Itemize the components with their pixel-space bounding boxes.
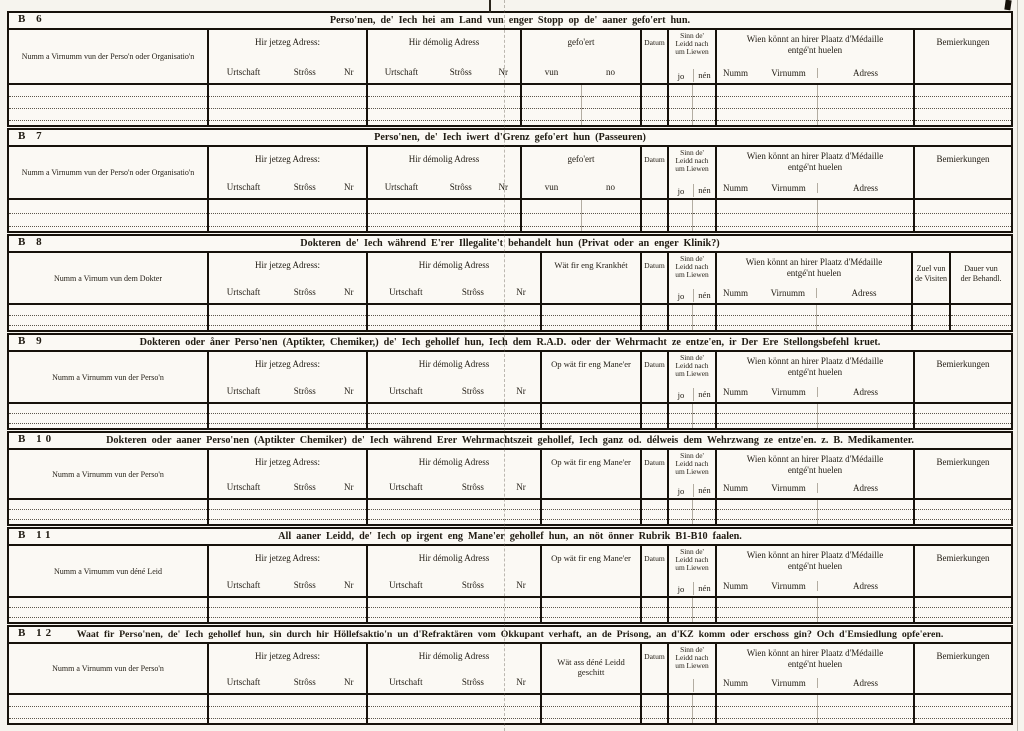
section-b6 xyxy=(7,11,1013,127)
section-title: Perso'nen, de' Iech iwert d'Grenz gefo'ert hun (Passeuren) xyxy=(374,132,646,143)
section-number: B 10 xyxy=(18,433,56,445)
subcol-adress: Adress xyxy=(852,68,878,78)
section-b11-title-bar xyxy=(9,529,1011,546)
section-number: B 7 xyxy=(18,130,46,142)
section-b11-header xyxy=(9,546,1011,598)
subcol-nr: Nr xyxy=(498,67,509,77)
col-header-remarks: Bemierkungen xyxy=(936,359,990,369)
subcol-stross: Strôss xyxy=(293,67,316,77)
col-header-current-address: Hir jetzeg Adress: Urtschaft Strôss Nr xyxy=(209,147,368,198)
col-header-datum: Datum xyxy=(642,352,669,402)
col-header-remarks: Bemierkungen xyxy=(936,553,990,563)
col-header-what-happened: Wät ass déné Leidd geschitt xyxy=(542,644,642,693)
section-b8-title-bar xyxy=(9,236,1011,253)
subcol-vun: vun xyxy=(544,67,559,77)
subcol-virnumm: Virnumm xyxy=(760,68,818,78)
col-header-name: Numm a Virnumm vun der Perso'n xyxy=(9,450,209,498)
col-header-datum: Datum xyxy=(642,546,669,596)
col-header-still-alive: Sinn de' Leidd nach um Liewen xyxy=(669,644,717,693)
col-header-current-address: Hir jetzeg Adress: Urtschaft Strôss Nr xyxy=(209,644,368,693)
col-header-still-alive: Sinn de' Leidd nach um Liewen jo nén xyxy=(669,450,717,498)
section-number: B 8 xyxy=(18,236,46,248)
section-b12-entry-rows xyxy=(9,695,1011,723)
section-b12 xyxy=(7,625,1013,725)
section-number: B 12 xyxy=(18,627,56,639)
section-b9-header xyxy=(9,352,1011,404)
col-header-medal-recipient: Wien könnt an hirer Plaatz d'Médaille entgé'nt huelen Numm Virnumm Adress xyxy=(717,546,915,596)
col-header-gefoert: gefo'ert vun no xyxy=(522,147,642,198)
subcol-stross: Strôss xyxy=(449,67,472,77)
col-header-manner: Op wät fir eng Mane'er xyxy=(542,546,642,596)
subcol-jo: jo xyxy=(677,70,685,81)
entry-line xyxy=(9,85,207,97)
section-b7-entry-rows xyxy=(9,200,1011,231)
section-title: Dokteren de' Iech während E'rer Illegalite't behandelt hun (Privat oder an enger Klinik?) xyxy=(300,238,720,249)
col-header-former-address: Hir démolig Adress Urtschaft Strôss Nr xyxy=(368,352,542,402)
section-b12-header xyxy=(9,644,1011,695)
section-number: B 6 xyxy=(18,13,46,25)
section-title: Perso'nen, de' Iech hei am Land vun enger Stopp op de' aaner gefo'ert hun. xyxy=(329,15,691,26)
col-header-current-address: Hir jetzeg Adress: Urtschaft Strôss Nr xyxy=(209,30,368,83)
section-b9-entry-rows xyxy=(9,404,1011,428)
col-header-visit-count: Zuel vun de Visiten xyxy=(913,253,951,303)
col-header-remarks: Bemierkungen xyxy=(936,457,990,467)
section-b8 xyxy=(7,234,1013,332)
col-header-remarks: Bemierkungen xyxy=(936,37,990,47)
col-header-former-address: Hir démolig Adress Urtschaft Strôss Nr xyxy=(368,147,522,198)
ink-blot-artifact xyxy=(1004,0,1011,10)
col-header-datum: Datum xyxy=(642,644,669,693)
subcol-nr: Nr xyxy=(343,67,354,77)
col-header-still-alive: Sinn de' Leidd nach um Liewen jo nén xyxy=(669,546,717,596)
col-header-medal-recipient: Wien könnt an hirer Plaatz d'Médaille entgé'nt huelen Numm Virnumm Adress xyxy=(717,253,913,303)
section-title: Dokteren oder åner Perso'nen (Aptikter, Chemiker,) de' Iech gehollef hun, Iech dem R.A.D. oder der Wehrmacht ze entze'en, ir Der Ere Stellongsbefehl kruet. xyxy=(139,337,881,348)
col-header-former-address: Hir démolig Adress Urtschaft Strôss Nr xyxy=(368,546,542,596)
col-header-name: Numm a Virnumm vun der Perso'n xyxy=(9,644,209,693)
entry-line xyxy=(9,109,207,121)
col-header-still-alive: Sinn de' Leidd nach um Liewen jo nén xyxy=(669,253,717,303)
col-header-manner: Op wät fir eng Mane'er xyxy=(542,352,642,402)
section-b12-title-bar xyxy=(9,627,1011,644)
col-header-still-alive: Sinn de' Leidd nach um Liewen jo nén xyxy=(669,30,717,83)
col-header-still-alive: Sinn de' Leidd nach um Liewen jo nén xyxy=(669,147,717,198)
col-header-former-address: Hir démolig Adress Urtschaft Strôss Nr xyxy=(368,644,542,693)
section-b11-entry-rows xyxy=(9,598,1011,622)
col-header-still-alive: Sinn de' Leidd nach um Liewen jo nén xyxy=(669,352,717,402)
col-header-name: Numm a Virnumm vun der Perso'n oder Organisatio'n xyxy=(9,30,209,83)
col-header-illness: Wät fir eng Krankhét xyxy=(542,253,642,303)
col-header-former-address: Hir démolig Adress Urtschaft Strôss Nr xyxy=(368,253,542,303)
section-b6-entry-rows xyxy=(9,85,1011,125)
col-header-treatment-duration: Dauer vun der Behandl. xyxy=(960,264,1002,283)
section-b6-title-bar xyxy=(9,13,1011,30)
col-header-medal-recipient: Wien könnt an hirer Plaatz d'Médaille entgé'nt huelen Numm Virnumm Adress xyxy=(717,644,915,693)
section-b10-entry-rows xyxy=(9,500,1011,524)
subcol-no: no xyxy=(606,67,615,77)
section-b6-header xyxy=(9,30,1011,85)
col-header-medal-recipient: Wien könnt an hirer Plaatz d'Médaille entgé'nt huelen Numm Virnumm Adress xyxy=(717,30,915,83)
col-header-name: Numm a Virnumm vun déné Leid xyxy=(9,546,209,596)
col-header-medal-recipient: Wien könnt an hirer Plaatz d'Médaille entgé'nt huelen Numm Virnumm Adress xyxy=(717,450,915,498)
section-b9-title-bar xyxy=(9,335,1011,352)
col-header-medal-recipient: Wien könnt an hirer Plaatz d'Médaille entgé'nt huelen Numm Virnumm Adress xyxy=(717,147,915,198)
col-header-name: Numm a Virnumm vun der Perso'n oder Organisatio'n xyxy=(9,147,209,198)
col-header-current-address: Hir jetzeg Adress: Urtschaft Strôss Nr xyxy=(209,253,368,303)
col-header-remarks: Bemierkungen xyxy=(936,154,990,164)
section-b11 xyxy=(7,527,1013,624)
section-b9 xyxy=(7,333,1013,430)
col-header-datum: Datum xyxy=(642,30,669,83)
col-header-current-address: Hir jetzeg Adress: Urtschaft Strôss Nr xyxy=(209,546,368,596)
subcol-urtschaft: Urtschaft xyxy=(384,67,419,77)
section-number: B 9 xyxy=(18,335,46,347)
section-b8-entry-rows xyxy=(9,305,1011,330)
col-header-current-address: Hir jetzeg Adress: Urtschaft Strôss Nr xyxy=(209,450,368,498)
section-b10 xyxy=(7,431,1013,526)
col-header-datum: Datum xyxy=(642,147,669,198)
section-b7-header xyxy=(9,147,1011,200)
section-b7 xyxy=(7,128,1013,233)
section-title: All aaner Leidd, de' Iech op irgent eng Mane'er gehollef hun, an nöt önner Rubrik B1-B10 faalen. xyxy=(278,531,742,542)
col-header-current-address: Hir jetzeg Adress: Urtschaft Strôss Nr xyxy=(209,352,368,402)
subcol-urtschaft: Urtschaft xyxy=(226,67,261,77)
subcol-nen: nén xyxy=(693,69,715,82)
col-header-medal-recipient: Wien könnt an hirer Plaatz d'Médaille entgé'nt huelen Numm Virnumm Adress xyxy=(717,352,915,402)
page-edge-line xyxy=(1017,0,1018,731)
col-header-former-address: Hir démolig Adress Urtschaft Strôss Nr xyxy=(368,450,542,498)
section-title: Dokteren oder aaner Perso'nen (Aptikter Chemiker) de' Iech während Erer Wehrmachtszeit gehollef, Iech ganz od. délweis dem Wehrzwang ze entze'en. z. B. Medikamenter. xyxy=(106,435,914,446)
fold-tick-mark xyxy=(489,0,491,13)
section-b8-header xyxy=(9,253,1011,305)
col-header-datum: Datum xyxy=(642,253,669,303)
section-b7-title-bar xyxy=(9,130,1011,147)
section-b10-title-bar xyxy=(9,433,1011,450)
col-header-remarks: Bemierkungen xyxy=(936,651,990,661)
col-header-name: Numm a Virnumm vun der Perso'n xyxy=(9,352,209,402)
entry-line xyxy=(9,97,207,109)
section-title: Waat fir Perso'nen, de' Iech gehollef hun, sin durch hir Höllefsaktio'n un d'Refraktären vom Okkupant verhaft, an de Prisong, an d'KZ komm oder erschoss gin? Och d'Emsiedlung opfe'eren. xyxy=(76,629,944,640)
col-header-gefoert: gefo'ert vun no xyxy=(522,30,642,83)
section-b10-header xyxy=(9,450,1011,500)
section-number: B 11 xyxy=(18,529,55,541)
col-header-name: Numm a Virnum vun dem Dokter xyxy=(9,253,209,303)
col-header-former-address: Hir démolig Adress Urtschaft Strôss Nr xyxy=(368,30,522,83)
col-header-manner: Op wät fir eng Mane'er xyxy=(542,450,642,498)
subcol-numm: Numm xyxy=(723,68,749,78)
col-header-datum: Datum xyxy=(642,450,669,498)
